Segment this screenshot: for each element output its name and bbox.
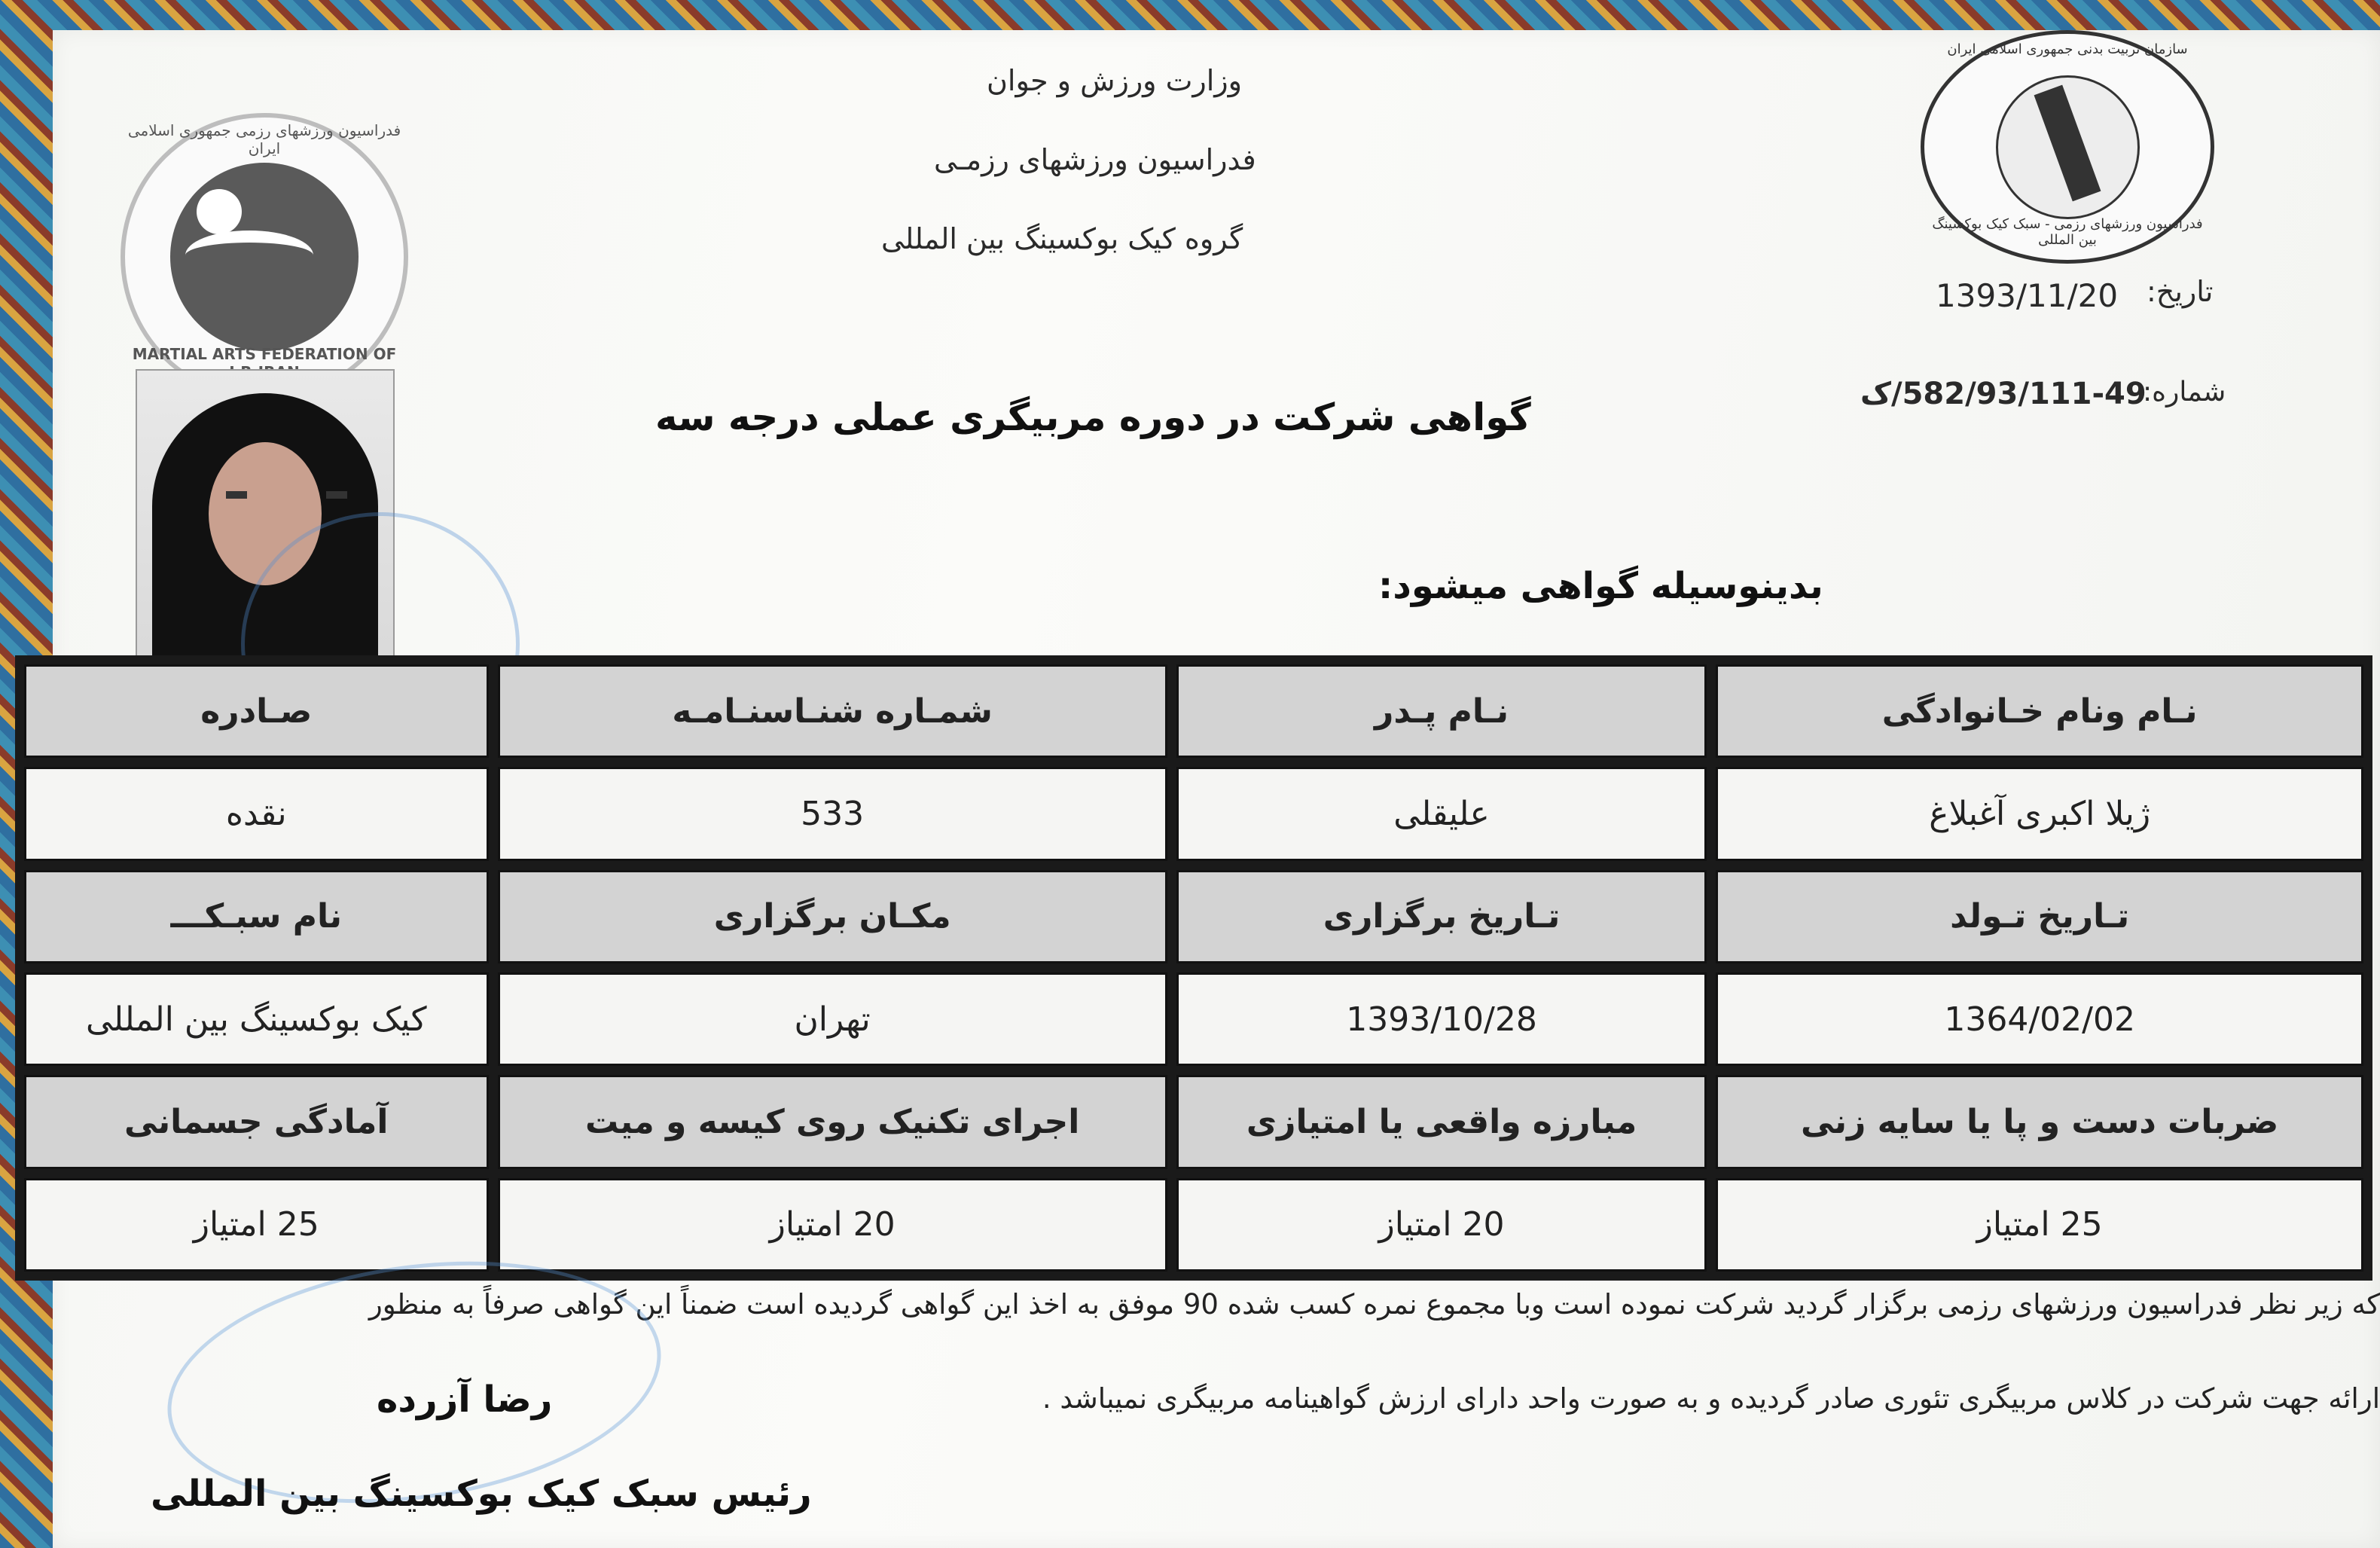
value-strikes: 25 امتیاز — [1716, 1178, 2363, 1272]
label-sparring: مبارزه واقعی یا امتیازی — [1176, 1075, 1707, 1168]
ministry-name: وزارت ورزش و جوان — [987, 64, 1242, 97]
signer-name: رضا آزرده — [377, 1379, 553, 1421]
label-bag-technique: اجرای تکنیک روی کیسه و میت — [498, 1075, 1167, 1168]
number-label: شماره: — [2143, 377, 2226, 408]
body-line-2: ارائه جهت شرکت در کلاس مربیگری تئوری صادر گردیده و به صورت واحد دارای ارزش گواهینامه مربیگری نمیباشد . — [1042, 1382, 2380, 1415]
table-row — [24, 664, 2363, 758]
label-strikes: ضربات دست و پا یا سایه زنی — [1716, 1075, 2363, 1168]
group-name: گروه کیک بوکسینگ بین المللی — [881, 222, 1243, 255]
table-row — [24, 870, 2363, 963]
body-line-1: که زیر نظر فدراسیون ورزشهای رزمی برگزار گردید شرکت نموده است وبا مجموع نمره کسب شده 90 موفق به اخذ این گواهی گردیده است ضمناً این گواهی صرفاً به منظور — [368, 1288, 2380, 1321]
label-fitness: آمادگی جسمانی — [24, 1075, 489, 1168]
swoosh-icon — [185, 231, 313, 280]
certificate-intro: بدینوسیله گواهی میشود: — [1378, 565, 1823, 607]
date-value: 1393/11/20 — [1936, 277, 2119, 314]
label-held-date: تـاریخ برگزاری — [1176, 870, 1707, 963]
label-venue: مکـان برگزاری — [498, 870, 1167, 963]
value-id-number: 533 — [498, 767, 1167, 860]
value-venue: تهران — [498, 972, 1167, 1066]
label-issued-at: صـادره — [24, 664, 489, 758]
label-id-number: شمـاره شنـاسنـامـه — [498, 664, 1167, 758]
organization-seal — [1921, 30, 2214, 264]
label-full-name: نـام ونام خـانوادگی — [1716, 664, 2363, 758]
certificate-title: گواهی شرکت در دوره مربیگری عملی درجه سه — [655, 395, 1531, 439]
label-style-name: نام سبـکـــ — [24, 870, 489, 963]
value-bag-technique: 20 امتیاز — [498, 1178, 1167, 1272]
table-row — [24, 1075, 2363, 1168]
federation-logo-ring-text-en: MARTIAL ARTS FEDERATION OF — [132, 345, 397, 363]
photo-eyes — [226, 491, 347, 499]
organization-seal-ring-text-bottom: فدراسیون ورزشهای رزمی - سبک کیک بوکسینگ بین المللی — [1932, 216, 2203, 248]
organization-seal-ring-text: سازمان تربیت بدنی جمهوری اسلامی ایران — [1947, 41, 2188, 57]
value-issued-at: نقده — [24, 767, 489, 860]
label-birth-date: تـاریخ تـولد — [1716, 870, 2363, 963]
value-sparring: 20 امتیاز — [1176, 1178, 1707, 1272]
value-style-name: کیک بوکسینگ بین المللی — [24, 972, 489, 1066]
table-row — [24, 767, 2363, 860]
value-fitness: 25 امتیاز — [24, 1178, 489, 1272]
number-value: 582/93/111-49/ک — [1860, 377, 2147, 411]
table-row — [24, 1178, 2363, 1272]
value-birth-date: 1364/02/02 — [1716, 972, 2363, 1066]
federation-name: فدراسیون ورزشهای رزمـی — [934, 143, 1256, 176]
date-label: تاریخ: — [2147, 275, 2214, 308]
details-table — [15, 655, 2372, 1281]
value-held-date: 1393/10/28 — [1176, 972, 1707, 1066]
kick-figure-icon — [197, 189, 242, 234]
label-father-name: نـام پـدر — [1176, 664, 1707, 758]
signer-position: رئیس سبک کیک بوکسینگ بین المللی — [151, 1473, 812, 1515]
federation-logo-ring-text: فدراسیون ورزشهای رزمی جمهوری اسلامی ایران — [127, 121, 401, 157]
table-row — [24, 972, 2363, 1066]
federation-logo — [121, 113, 408, 401]
value-full-name: ژیلا اکبری آغبلاغ — [1716, 767, 2363, 860]
value-father-name: علیقلی — [1176, 767, 1707, 860]
